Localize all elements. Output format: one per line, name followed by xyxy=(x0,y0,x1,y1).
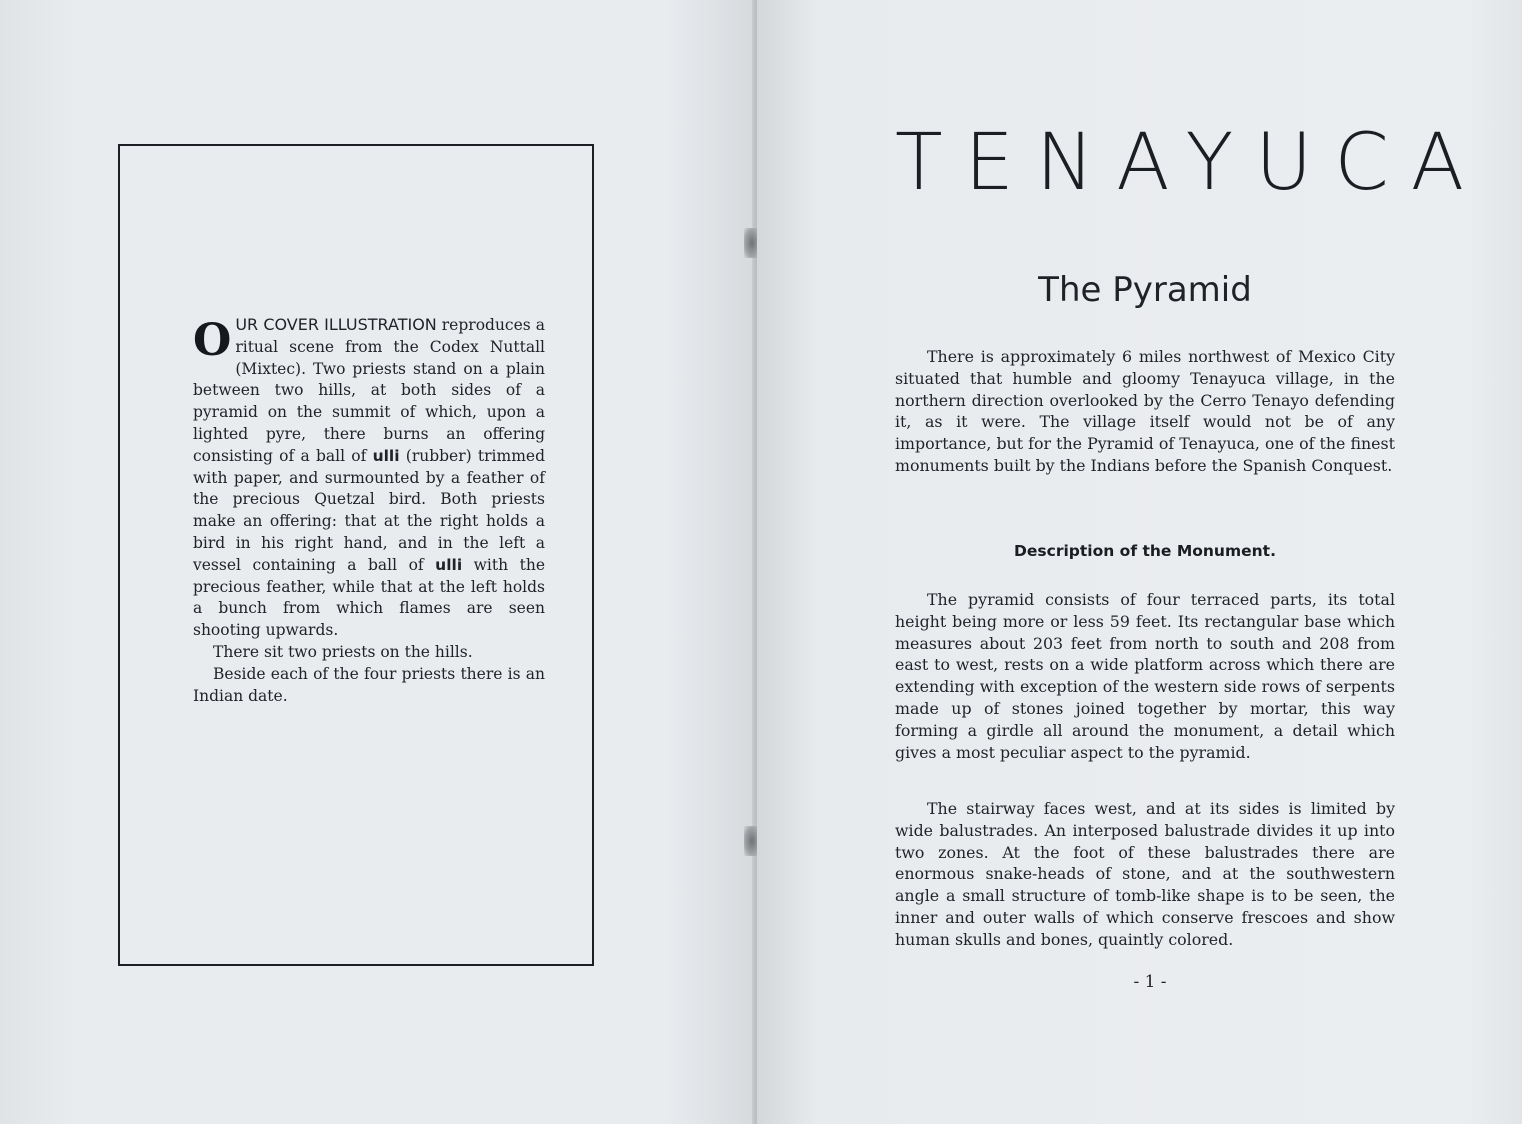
cover-note-text-2: (rubber) trimmed with paper, and surmounted by a feather of the precious Quetzal bird. Both priests make an offering: that at the right holds a bird in his right hand, and in the left a vessel containing a ball of xyxy=(193,446,546,574)
section-heading: Description of the Monument. xyxy=(1014,542,1276,560)
cover-note-text-1: reproduces a ritual scene from the Codex Nuttall (Mixtec). Two priests stand on a plain between two hills, at both sides of a pyramid on the summit of which, upon a lighted pyre, there burns an offering consisting of a ball of xyxy=(193,316,545,465)
description-block-2 xyxy=(895,798,1395,951)
page-title: TENAYUCA xyxy=(895,118,1487,208)
ulli-term-1: ulli xyxy=(372,446,400,465)
cover-note-paragraph xyxy=(193,314,545,642)
page-subtitle: The Pyramid xyxy=(1038,270,1252,310)
cover-note-line-2: There sit two priests on the hills. xyxy=(213,642,473,661)
description-paragraph-1: The pyramid consists of four terraced parts, its total height being more or less 59 feet. Its rectangular base which measures about 203 feet from north to south and 208 from east to west, rests on a wide platform across which there are extending with exception of the western side rows of serpents made up of stones joined together by mortar, this way forming a girdle all around the monument, a detail which gives a most peculiar aspect to the pyramid. xyxy=(895,590,1395,762)
drop-cap: O xyxy=(193,315,232,366)
cover-illustration-note xyxy=(193,314,545,707)
intro-block xyxy=(895,346,1395,477)
lead-caps: UR COVER ILLUSTRATION xyxy=(235,315,437,334)
description-paragraph-2: The stairway faces west, and at its sides is limited by wide balustrades. An interposed balustrade divides it up into two zones. At the foot of these balustrades there are enormous snake-heads of stone, and at the southwestern angle a small structure of tomb-like shape is to be seen, the inner and outer walls of which conserve frescoes and show human skulls and bones, quaintly colored. xyxy=(895,799,1395,949)
description-block-1 xyxy=(895,589,1395,763)
cover-note-text-3: with the precious feather, while that at the left holds a bunch from which flames are seen shooting upwards. xyxy=(193,555,545,640)
left-page xyxy=(0,0,755,1124)
page-number: - 1 - xyxy=(1133,972,1167,992)
ulli-term-2: ulli xyxy=(435,555,463,574)
cover-note-line-3: Beside each of the four priests there is an Indian date. xyxy=(193,664,545,705)
intro-paragraph: There is approximately 6 miles northwest of Mexico City situated that humble and gloomy Tenayuca village, in the northern direction overlooked by the Cerro Tenayo defending it, as it were. The village itself would not be of any importance, but for the Pyramid of Tenayuca, one of the finest monuments built by the Indians before the Spanish Conquest. xyxy=(895,347,1395,475)
